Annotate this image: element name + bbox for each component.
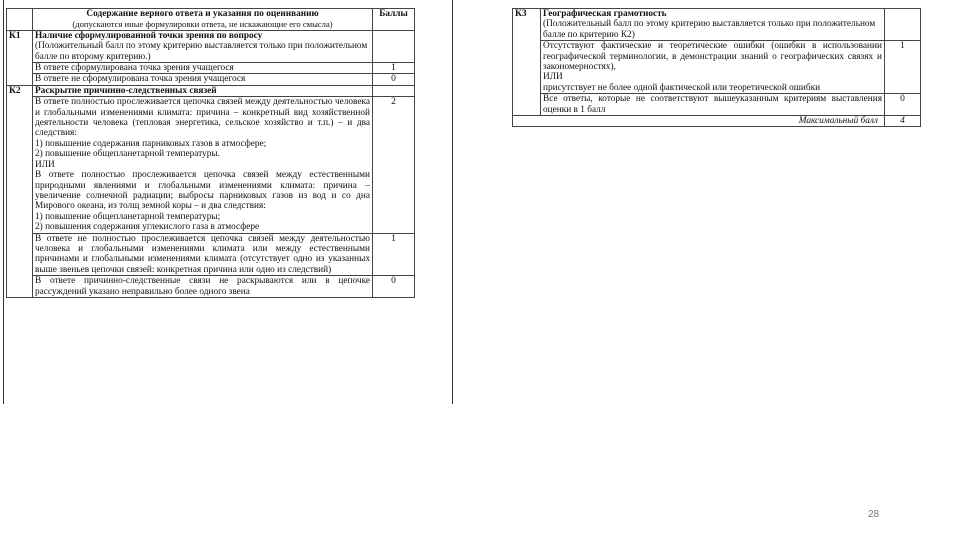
- k2-row-2-score: 1: [373, 233, 415, 276]
- max-score-row: [513, 116, 921, 127]
- k3-title: Географическая грамотность: [543, 9, 667, 19]
- k2-row-1-text: [33, 97, 373, 233]
- k2-row-1-line: В ответе полностью прослеживается цепочка связей между деятельностью человека и глобальными изменениями климата: причина – конкретный вид хозяйственной деятельности человека (тепловая энергетика, сельское хозяйство и т.п.) – и два следствия:: [35, 97, 370, 139]
- k1-note: (Положительный балл по этому критерию выставляется только при положительном балле по второму критерию.): [35, 41, 368, 62]
- k2-row-1-line: 1) повышение содержания парниковых газов в атмосфере;: [35, 138, 267, 149]
- k3-row-1-line: ИЛИ: [543, 72, 563, 83]
- header-content-cell: [33, 9, 373, 31]
- k3-row-2: [513, 94, 921, 116]
- header-code-cell: [7, 9, 33, 31]
- k3-title-score-cell: [885, 9, 921, 41]
- k1-row-2-score: 0: [373, 74, 415, 85]
- k2-row-1: [7, 97, 415, 233]
- k3-row-2-score: 0: [885, 94, 921, 116]
- k2-code: К2: [7, 85, 33, 297]
- right-criteria-table: [512, 8, 921, 127]
- k2-row-1-line: 2) повышения содержания углекислого газа в атмосфере: [35, 222, 260, 233]
- k2-title-score-cell: [373, 85, 415, 96]
- max-score-label: Максимальный балл: [513, 116, 885, 127]
- header-score-title: Баллы: [373, 9, 415, 31]
- left-margin-line: [3, 0, 4, 404]
- k1-row-1: [7, 63, 415, 74]
- k3-row-1-line: присутствует не более одной фактической или теоретической ошибки: [543, 82, 821, 93]
- k3-note: (Положительный балл по этому критерию выставляется только при положительном балле по критерию К2): [543, 19, 876, 40]
- k3-row-2-text: Все ответы, которые не соответствуют вышеуказанным критериям выставления оценки в 1 балл: [541, 94, 885, 116]
- left-table-header: [7, 9, 415, 31]
- k1-code: К1: [7, 30, 33, 85]
- k1-title-score-cell: [373, 30, 415, 62]
- left-criteria-table: [6, 8, 415, 298]
- k2-row-2-text: В ответе не полностью прослеживается цепочка связей между деятельностью человека и глобальными изменениями климата или между естественными причинами и глобальными изменениями климата (отсутствует одно из указанных выше звеньев цепочки связей: конкретная причина или одно из следствий): [33, 233, 373, 276]
- k2-row-2: [7, 233, 415, 276]
- max-score-value: 4: [885, 116, 921, 127]
- k2-row-1-line: 1) повышение общепланетарной температуры;: [35, 211, 221, 222]
- k3-row-1-line: Отсутствуют фактические и теоретические ошибки (ошибки в использовании географической терминологии, в демонстрации знаний о географических связях и закономерностях),: [543, 41, 882, 73]
- k1-title: Наличие сформулированной точки зрения по вопросу: [35, 30, 263, 41]
- k1-title-row: [7, 30, 415, 62]
- k1-title-cell: [33, 30, 373, 62]
- k1-row-2-text: В ответе не сформулирована точка зрения учащегося: [33, 74, 373, 85]
- k3-row-1-score: 1: [885, 41, 921, 94]
- k1-row-2: [7, 74, 415, 85]
- k2-row-1-score: 2: [373, 97, 415, 233]
- k3-title-row: [513, 9, 921, 41]
- k2-title: Раскрытие причинно-следственных связей: [33, 85, 373, 96]
- k2-title-row: [7, 85, 415, 96]
- k2-row-1-line: 2) повышение общепланетарной температуры.: [35, 149, 220, 160]
- k2-row-3-text: В ответе причинно-следственные связи не раскрываются или в цепочке рассуждений указано неправильно более одного звена: [33, 276, 373, 298]
- k3-title-cell: [541, 9, 885, 41]
- k2-row-3-score: 0: [373, 276, 415, 298]
- k3-row-1: [513, 41, 921, 94]
- header-content-title: Содержание верного ответа и указания по оцениванию: [86, 9, 319, 19]
- k2-row-1-line: ИЛИ: [35, 159, 55, 170]
- k1-row-1-text: В ответе сформулирована точка зрения учащегося: [33, 63, 373, 74]
- page-number: 28: [868, 509, 880, 520]
- k3-code: К3: [513, 9, 541, 116]
- k2-row-1-line: В ответе полностью прослеживается цепочка связей между естественными природными явлениями и глобальными изменениями климата: причина – увеличение солнечной радиации; выбросы парниковых газов из вод и со дна Мирового океана, из толщ земной коры – и два следствия:: [35, 170, 370, 212]
- header-content-subtitle: (допускаются иные формулировки ответа, не искажающие его смысла): [72, 19, 333, 30]
- k3-row-1-text: [541, 41, 885, 94]
- center-divider-line: [452, 0, 453, 404]
- k2-row-3: [7, 276, 415, 298]
- k1-row-1-score: 1: [373, 63, 415, 74]
